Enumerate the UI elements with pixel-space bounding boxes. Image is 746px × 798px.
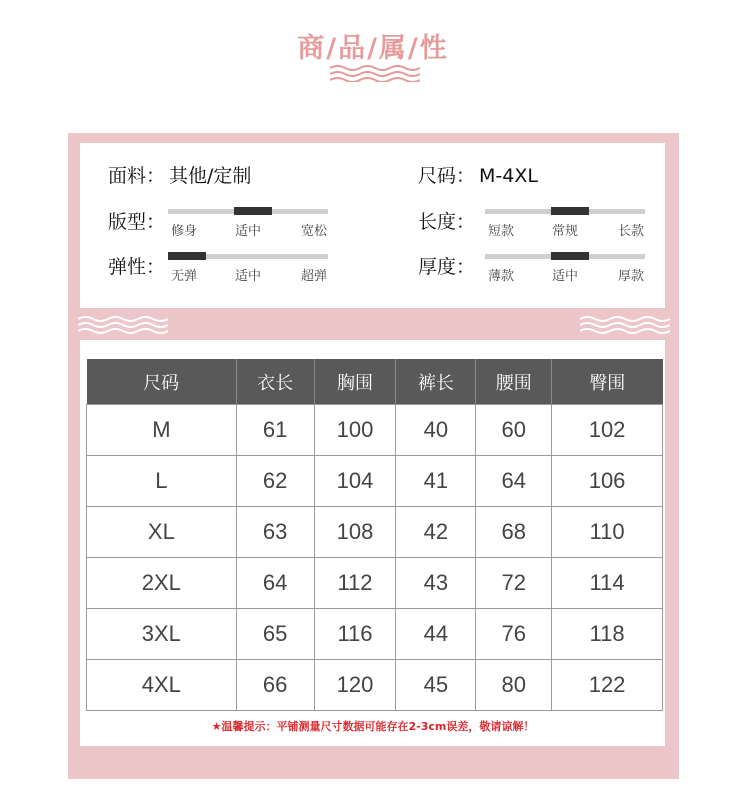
fabric-attribute — [108, 161, 251, 188]
wave-decoration-right — [580, 314, 670, 334]
table-cell: 116 — [314, 609, 396, 660]
table-cell: 114 — [552, 558, 663, 609]
thickness-option: 薄款 — [488, 269, 515, 284]
table-cell: 64 — [476, 456, 552, 507]
fit-option: 修身 — [171, 224, 198, 239]
thickness-scale-indicator — [551, 252, 589, 260]
table-cell: 68 — [476, 507, 552, 558]
size-table — [86, 359, 663, 711]
table-cell: 41 — [396, 456, 476, 507]
thickness-option: 厚款 — [618, 269, 645, 284]
table-cell: 40 — [396, 405, 476, 456]
elasticity-scale-indicator — [168, 252, 206, 260]
length-scale — [485, 209, 645, 239]
table-cell: 120 — [314, 660, 396, 711]
header-waist: 腰围 — [476, 359, 552, 405]
table-header-row — [87, 359, 663, 405]
elasticity-label: 弹性： — [108, 256, 166, 278]
table-cell: 65 — [236, 609, 314, 660]
table-row — [87, 405, 663, 456]
elasticity-option: 适中 — [235, 269, 262, 284]
table-cell: 100 — [314, 405, 396, 456]
table-cell: 43 — [396, 558, 476, 609]
measurement-note: ★温馨提示：平铺测量尺寸数据可能存在2-3cm误差，敬请谅解！ — [211, 720, 535, 733]
size-range-value: M-4XL — [479, 165, 538, 187]
table-row — [87, 660, 663, 711]
table-cell: 122 — [552, 660, 663, 711]
table-row — [87, 609, 663, 660]
table-cell: 110 — [552, 507, 663, 558]
table-cell: 63 — [236, 507, 314, 558]
fit-label: 版型： — [108, 211, 166, 233]
fabric-value: 其他/定制 — [169, 165, 252, 187]
table-cell: 42 — [396, 507, 476, 558]
table-cell: 118 — [552, 609, 663, 660]
elasticity-scale — [168, 254, 328, 284]
table-cell: 104 — [314, 456, 396, 507]
table-cell: 80 — [476, 660, 552, 711]
header-size: 尺码 — [87, 359, 237, 405]
fit-option: 宽松 — [301, 224, 328, 239]
table-cell: XL — [87, 507, 237, 558]
elasticity-option: 无弹 — [171, 269, 198, 284]
header-pants-length: 裤长 — [396, 359, 476, 405]
table-cell: 2XL — [87, 558, 237, 609]
header-hip: 臀围 — [552, 359, 663, 405]
header-length: 衣长 — [236, 359, 314, 405]
table-cell: 44 — [396, 609, 476, 660]
header-bust: 胸围 — [314, 359, 396, 405]
table-cell: L — [87, 456, 237, 507]
table-cell: 3XL — [87, 609, 237, 660]
thickness-scale — [485, 254, 645, 284]
wave-decoration-left — [78, 314, 168, 334]
table-cell: 4XL — [87, 660, 237, 711]
table-row — [87, 558, 663, 609]
length-option: 长款 — [618, 224, 645, 239]
thickness-label: 厚度： — [418, 256, 476, 278]
table-cell: 76 — [476, 609, 552, 660]
table-row — [87, 507, 663, 558]
table-cell: 106 — [552, 456, 663, 507]
thickness-option: 适中 — [552, 269, 579, 284]
table-cell: 112 — [314, 558, 396, 609]
table-cell: 72 — [476, 558, 552, 609]
page-title: 商/品/属/性 — [297, 33, 449, 64]
table-cell: 66 — [236, 660, 314, 711]
length-option: 短款 — [488, 224, 515, 239]
title-wave-decoration — [330, 64, 420, 82]
table-cell: 62 — [236, 456, 314, 507]
length-option: 常规 — [552, 224, 579, 239]
table-cell: M — [87, 405, 237, 456]
size-range-attribute — [418, 161, 538, 188]
length-scale-indicator — [551, 207, 589, 215]
table-cell: 64 — [236, 558, 314, 609]
table-row — [87, 456, 663, 507]
table-cell: 102 — [552, 405, 663, 456]
fit-scale — [168, 209, 328, 239]
table-cell: 108 — [314, 507, 396, 558]
table-cell: 60 — [476, 405, 552, 456]
elasticity-option: 超弹 — [301, 269, 328, 284]
size-range-label: 尺码： — [418, 165, 476, 187]
fit-option: 适中 — [235, 224, 262, 239]
fit-scale-indicator — [234, 207, 272, 215]
table-cell: 61 — [236, 405, 314, 456]
fabric-label: 面料： — [108, 165, 166, 187]
table-cell: 45 — [396, 660, 476, 711]
length-label: 长度： — [418, 211, 476, 233]
